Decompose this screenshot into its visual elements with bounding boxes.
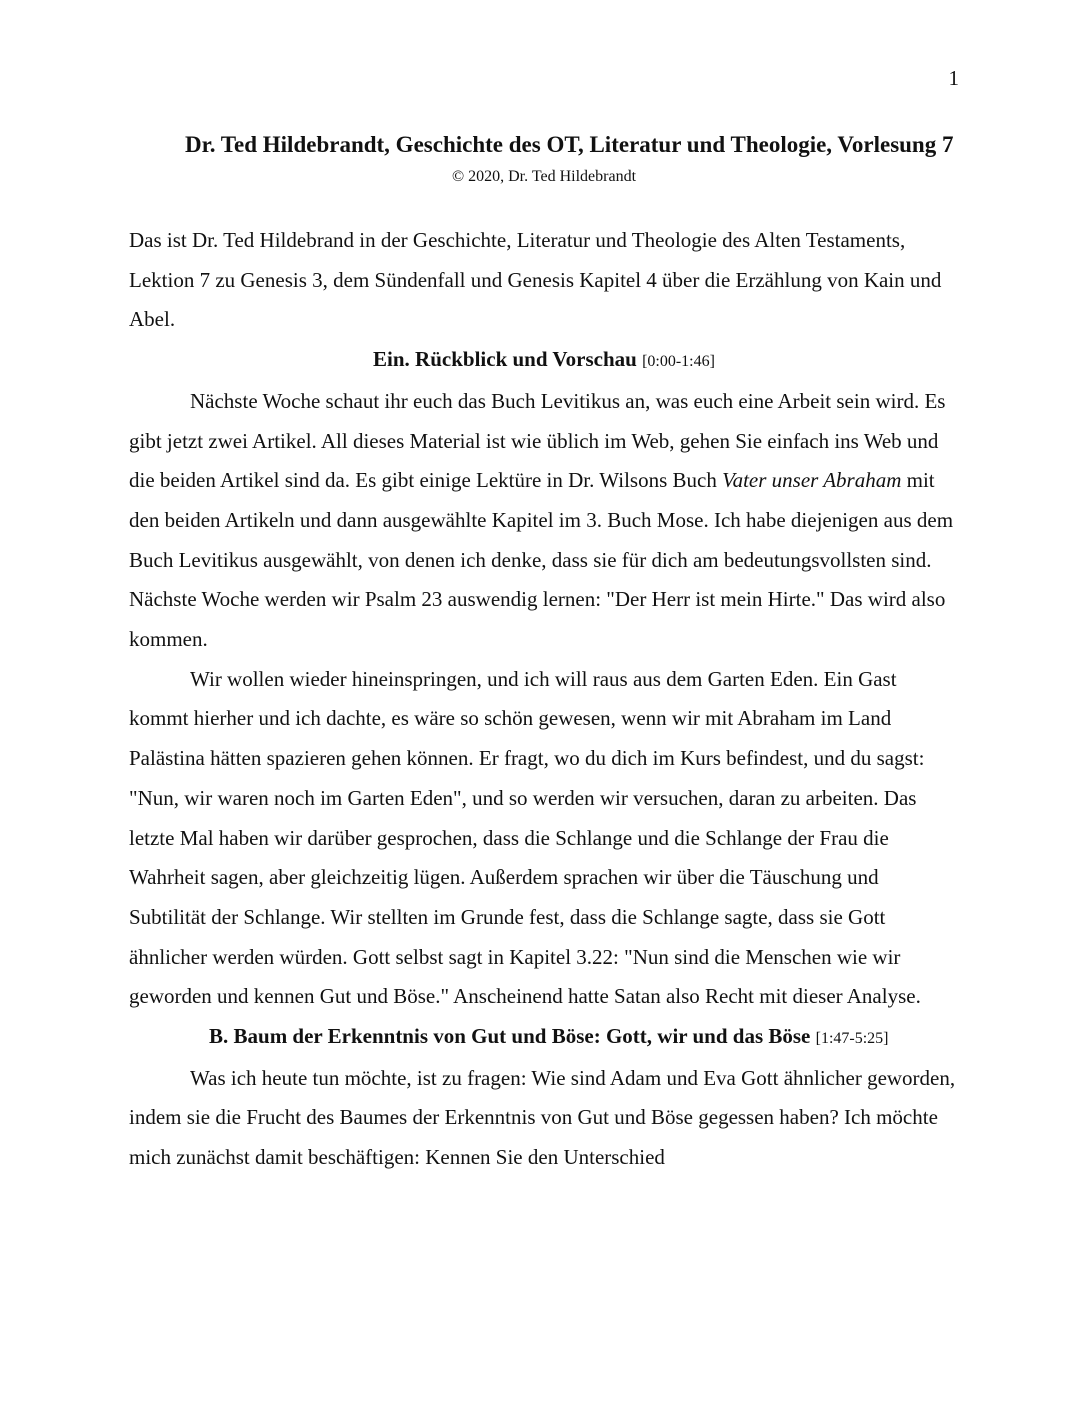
section-a-heading (129, 340, 959, 382)
section-a-timestamp: [0:00-1:46] (642, 353, 715, 371)
section-b-paragraph-1: Was ich heute tun möchte, ist zu fragen: Wie sind Adam und Eva Gott ähnlicher geworden, indem sie die Frucht des Baumes der Erkenntnis von Gut und Böse gegessen haben? Ich möchte mich zunächst damit beschäftigen: Kennen Sie den Unterschied (129, 1065, 956, 1170)
section-a-heading-text: Ein. Rückblick und Vorschau (373, 347, 637, 372)
page-number: 1 (948, 66, 959, 90)
section-a-paragraph-1 (129, 382, 959, 660)
document-title: Dr. Ted Hildebrandt, Geschichte des OT, Literatur und Theologie, Vorlesung 7 (185, 132, 954, 157)
section-a-paragraph-1-after: mit den beiden Artikeln und dann ausgewählte Kapitel im 3. Buch Mose. Ich habe diejenigen aus dem Buch Levitikus ausgewählt, von denen ich denke, dass sie für dich am bedeutungsvollsten sind. Nächste Woche werden wir Psalm 23 auswendig lernen: "Der Herr ist mein Hirte." Das wird also kommen. (129, 468, 954, 652)
copyright-line: © 2020, Dr. Ted Hildebrandt (451, 168, 637, 185)
section-b-timestamp: [1:47-5:25] (815, 1030, 889, 1048)
section-a-paragraph-2: Wir wollen wieder hineinspringen, und ich will raus aus dem Garten Eden. Ein Gast kommt hierher und ich dachte, es wäre so schön gewesen, wenn wir mit Abraham im Land Palästina hätten spazieren gehen können. Er fragt, wo du dich im Kurs befindest, und du sagst: "Nun, wir waren noch im Garten Eden", und so werden wir versuchen, daran zu arbeiten. Das letzte Mal haben wir darüber gesprochen, dass die Schlange und die Schlange der Frau die Wahrheit sagen, aber gleichzeitig lügen. Außerdem sprachen wir über die Täuschung und Subtilität der Schlange. Wir stellten im Grunde fest, dass die Schlange sagte, dass sie Gott ähnlicher werden würden. Gott selbst sagt in Kapitel 3.22: "Nun sind die Menschen wie wir geworden und kennen Gut und Böse." Anscheinend hatte Satan also Recht mit dieser Analyse. (129, 666, 925, 1009)
section-a-paragraph-1-before: Nächste Woche schaut ihr euch das Buch Levitikus an, was euch eine Arbeit sein wird. Es gibt jetzt zwei Artikel. All dieses Material ist wie üblich im Web, gehen Sie einfach ins Web und die beiden Artikel sind da. Es gibt einige Lektüre in Dr. Wilsons Buch (129, 388, 946, 493)
book-title-italic: Vater unser Abraham (722, 468, 902, 493)
section-b-heading (129, 1017, 959, 1059)
document-body (129, 124, 959, 1178)
section-b-heading-text: B. Baum der Erkenntnis von Gut und Böse: Gott, wir und das Böse (209, 1024, 811, 1049)
intro-paragraph: Das ist Dr. Ted Hildebrand in der Geschichte, Literatur und Theologie des Alten Testaments, Lektion 7 zu Genesis 3, dem Sündenfall und Genesis Kapitel 4 über die Erzählung von Kain und Abel. (129, 228, 942, 332)
